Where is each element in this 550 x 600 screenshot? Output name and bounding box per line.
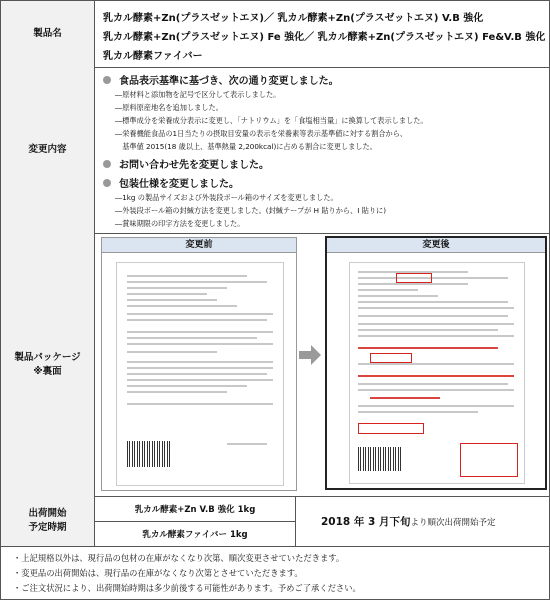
change-bullet: お問い合わせ先を変更しました。 (103, 156, 269, 171)
change-detail: ―原料原産地名を追加しました。 (115, 103, 223, 112)
product-name-line: 乳カル酵素+Zn(プラスゼットエヌ) Fe 強化／ 乳カル酵素+Zn(プラスゼットエヌ) Fe&V.B 強化 (103, 32, 546, 43)
product-row (1, 1, 549, 68)
changed-area-highlight (358, 375, 514, 377)
after-panel (325, 236, 547, 490)
label-image-after (349, 262, 525, 484)
change-detail: ―1kg の製品サイズおよび外装段ボール箱のサイズを変更しました。 (115, 193, 338, 202)
before-title: 変更前 (102, 238, 296, 253)
after-title: 変更後 (327, 238, 545, 253)
package-header: 製品パッケージ ※裏面 (1, 233, 95, 496)
changed-area-highlight (358, 347, 498, 349)
changed-area-highlight (358, 423, 424, 434)
bullet-dot-icon (103, 179, 111, 187)
expiry-date-box (460, 443, 518, 477)
bullet-dot-icon (103, 76, 111, 84)
before-panel (101, 237, 297, 491)
bullet-dot-icon (103, 160, 111, 168)
changes-row (1, 67, 549, 234)
product-name-line: 乳カル酵素+Zn(プラスゼットエヌ)／ 乳カル酵素+Zn(プラスゼットエヌ) V.B 強化 (103, 13, 484, 24)
note-line: ・ご注文状況により、出荷開始時期は多少前後する可能性があります。予めご了承ください。 (13, 583, 361, 593)
shipping-date: 2018 年 3 月下旬より順次出荷開始予定 (321, 516, 496, 528)
change-detail: ―標準成分を栄養成分表示に変更し、「ナトリウム」を「食塩相当量」に換算して表示しました。 (115, 116, 428, 125)
package-row (1, 233, 549, 497)
change-detail: ―原材料と添加物を記号で区分して表示しました。 (115, 90, 281, 99)
arrow-right-icon (299, 345, 321, 365)
changed-area-highlight (370, 397, 440, 399)
schedule-product: 乳カル酵素+Zn V.B 強化 1kg (134, 505, 256, 515)
changes-header: 変更内容 (1, 67, 95, 233)
change-bullet: 包装仕様を変更しました。 (103, 175, 239, 190)
barcode-icon (358, 447, 402, 471)
change-bullet: 食品表示基準に基づき、次の通り変更しました。 (103, 72, 339, 87)
note-line: ・変更品の出荷開始は、現行品の在庫がなくなり次第とさせていただきます。 (13, 568, 303, 578)
product-name-line: 乳カル酵素ファイバー (103, 51, 203, 62)
schedule-row (1, 496, 549, 547)
changed-area-highlight (396, 273, 432, 283)
changed-area-highlight (370, 353, 412, 363)
schedule-header: 出荷開始 予定時期 (1, 496, 95, 546)
change-detail: ―賞味期限の印字方法を変更しました。 (115, 219, 245, 228)
change-detail: ―栄養機能食品の1日当たりの摂取目安量の表示を栄養素等表示基準値に対する割合から、 (115, 129, 408, 138)
barcode-icon (127, 441, 171, 467)
product-header: 製品名 (1, 1, 95, 67)
note-line: ・上記規格以外は、現行品の包材の在庫がなくなり次第、順次変更させていただきます。 (13, 553, 345, 563)
schedule-product: 乳カル酵素ファイバー 1kg (142, 530, 248, 540)
change-detail: ―外装段ボール箱の封緘方法を変更しました。(封緘テープが H 貼りから、I 貼りに) (115, 206, 387, 215)
label-image-before (116, 262, 284, 486)
change-detail: 基準値 2015(18 歳以上、基準熱量 2,200kcal)に占める割合に変更しました。 (115, 142, 377, 151)
